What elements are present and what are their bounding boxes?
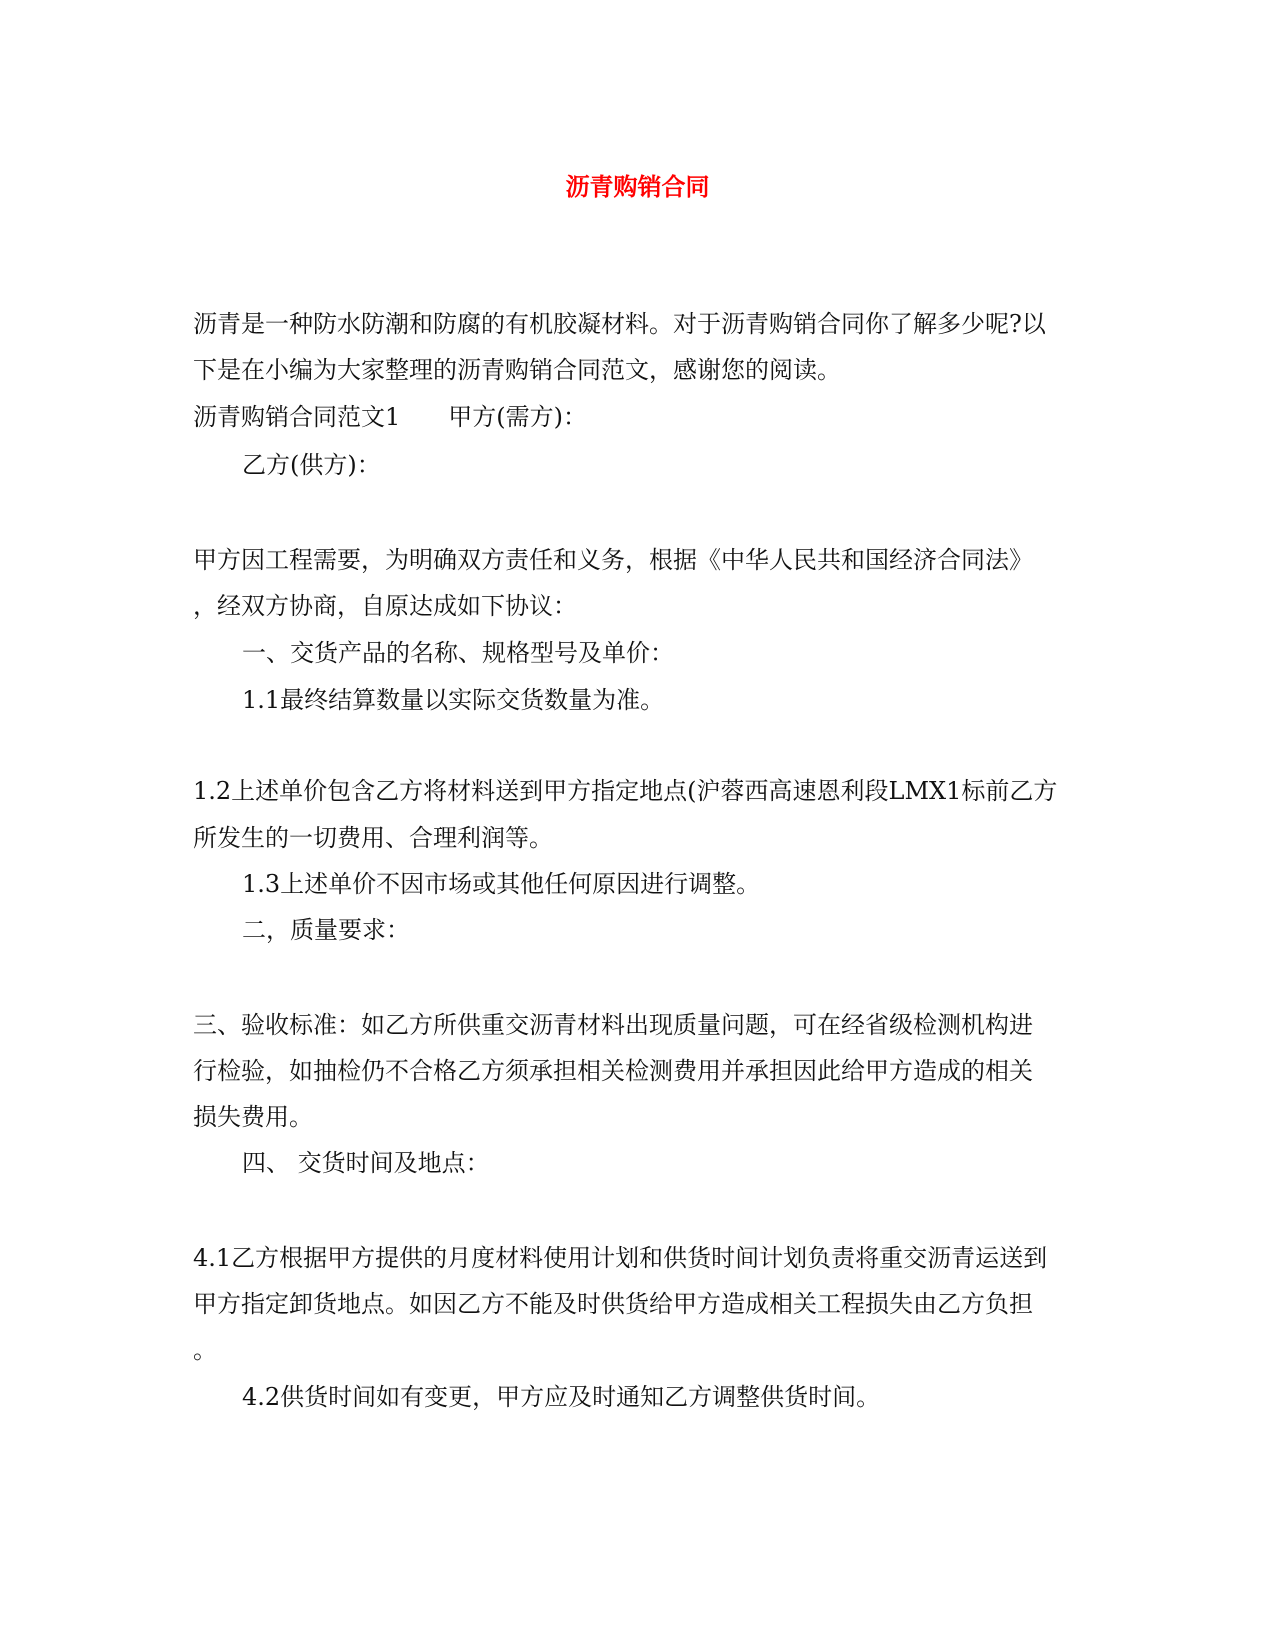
section-heading: 二，质量要求：	[242, 916, 410, 944]
paragraph-line	[193, 400, 587, 434]
clause-line: 1.2上述单价包含乙方将材料送到甲方指定地点(沪蓉西高速恩利段LMX1标前乙方	[193, 777, 1058, 805]
clause-line: 所发生的一切费用、合理利润等。	[193, 824, 553, 852]
section-heading: 一、交货产品的名称、规格型号及单价：	[242, 639, 674, 667]
clause-line: 1.1最终结算数量以实际交货数量为准。	[242, 686, 665, 714]
paragraph-line: 沥青是一种防水防潮和防腐的有机胶凝材料。对于沥青购销合同你了解多少呢?以	[193, 310, 1046, 338]
sample-heading: 沥青购销合同范文1	[193, 403, 401, 431]
page-title: 沥青购销合同	[565, 173, 710, 201]
party-b-label: 乙方(供方)：	[242, 451, 381, 479]
paragraph-line: 甲方指定卸货地点。如因乙方不能及时供货给甲方造成相关工程损失由乙方负担	[193, 1290, 1033, 1318]
paragraph-line: 甲方因工程需要，为明确双方责任和义务，根据《中华人民共和国经济合同法》	[193, 546, 1033, 574]
party-a-label: 甲方(需方)：	[448, 403, 588, 431]
paragraph-line: 下是在小编为大家整理的沥青购销合同范文，感谢您的阅读。	[193, 356, 841, 384]
paragraph-line: ，经双方协商，自原达成如下协议：	[193, 592, 577, 620]
paragraph-line: 。	[193, 1336, 217, 1364]
section-heading: 四、 交货时间及地点：	[242, 1149, 490, 1177]
clause-line: 4.2供货时间如有变更，甲方应及时通知乙方调整供货时间。	[242, 1383, 881, 1411]
clause-line: 4.1乙方根据甲方提供的月度材料使用计划和供货时间计划负责将重交沥青运送到	[193, 1244, 1048, 1272]
paragraph-line: 损失费用。	[193, 1103, 313, 1131]
paragraph-line: 行检验，如抽检仍不合格乙方须承担相关检测费用并承担因此给甲方造成的相关	[193, 1057, 1033, 1085]
section-heading: 三、验收标准：如乙方所供重交沥青材料出现质量问题，可在经省级检测机构进	[193, 1011, 1033, 1039]
clause-line: 1.3上述单价不因市场或其他任何原因进行调整。	[242, 870, 761, 898]
